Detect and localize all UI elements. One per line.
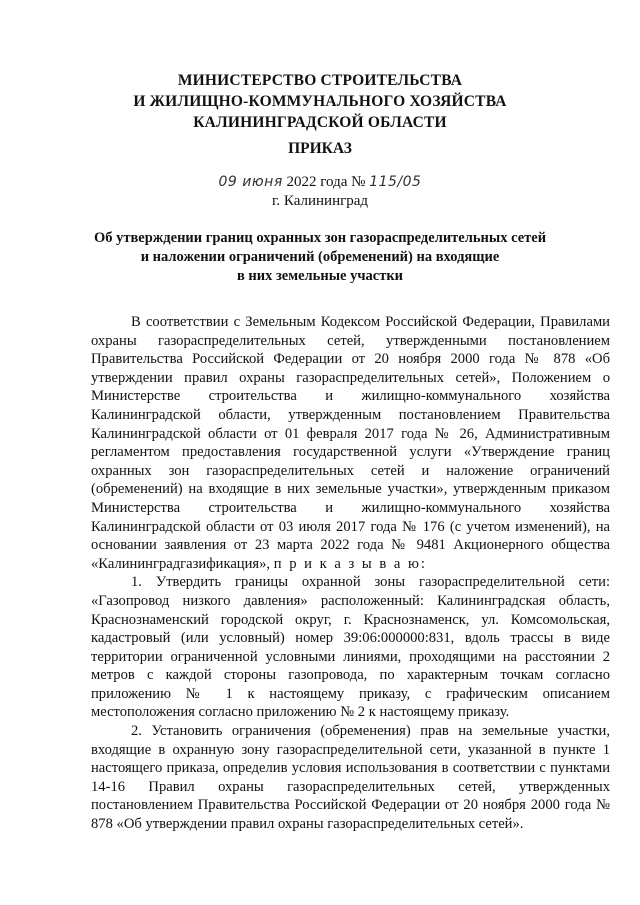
subject-line-2: и наложении ограничений (обременений) на входящие bbox=[140, 249, 500, 265]
order-date-line bbox=[0, 174, 640, 191]
item-1-paragraph: 1. Утвердить границы охранной зоны газораспределительной сети: «Газопровод низкого давления» расположенный: Калининградская область, Краснознаменский городской округ, г. Краснознаменск, ул. Комсомольская, кадастровый (или условный) номер 39:06:000000:831, вдоль трассы в виде территории ограниченной условными линиями, проходящими на расстоянии 2 метров с каждой стороны газопровода, по характерным точкам согласно приложению № 1 к настоящему приказу, с графическим описанием местоположения согласно приложению № 2 к настоящему приказу. bbox=[91, 574, 610, 721]
ministry-header-line-1: МИНИСТЕРСТВО СТРОИТЕЛЬСТВА bbox=[177, 72, 463, 89]
orders-word: п р и к а з ы в а ю: bbox=[273, 555, 427, 572]
subject-line-1: Об утверждении границ охранных зон газораспределительных сетей bbox=[93, 230, 547, 246]
ministry-header-line-3: КАЛИНИНГРАДСКОЙ ОБЛАСТИ bbox=[193, 114, 447, 131]
ministry-header-line-2: И ЖИЛИЩНО-КОММУНАЛЬНОГО ХОЗЯЙСТВА bbox=[133, 93, 507, 110]
order-body bbox=[91, 313, 610, 834]
intro-paragraph bbox=[91, 313, 610, 573]
ministry-header bbox=[0, 70, 640, 133]
item-2-paragraph: 2. Установить ограничения (обременения) прав на земельные участки, входящие в охранную зону газораспределительной сети, указанной в пункте 1 настоящего приказа, определив условия использования в соответствии с пунктами 14-16 Правил охраны газораспределительных сетей, утвержденных постановлением Правительства Российской Федерации от 20 ноября 2000 года № 878 «Об утверждении правил охраны газораспределительных сетей». bbox=[91, 723, 610, 833]
intro-text: В соответствии с Земельным Кодексом Российской Федерации, Правилами охраны газораспределительных сетей, утвержденными постановлением Правительства Российской Федерации от 20 ноября 2000 года № 878 «Об утверждении правил охраны газораспределительных сетей», Положением о Министерстве строительства и жилищно-коммунального хозяйства Калининградской области, утвержденным постановлением Правительства Калининградской области от 01 февраля 2017 года № 26, Административным регламентом предоставления государственной услуги «Утверждение границ охранных зон газораспределительных сетей и наложение ограничений (обременений) на входящие в них земельные участки», утвержденным приказом Министерства строительства и жилищно-коммунального хозяйства Калининградской области от 03 июля 2017 года № 176 (с учетом изменений), на основании заявления от 23 марта 2022 года № 9481 Акционерного общества «Калининградгазификация», bbox=[91, 314, 610, 572]
order-city: г. Калининград bbox=[271, 193, 369, 209]
order-subject bbox=[80, 229, 560, 286]
order-year-text: 2022 года № bbox=[286, 174, 366, 190]
subject-line-3: в них земельные участки bbox=[236, 268, 404, 284]
handwritten-date: 09 июня bbox=[218, 174, 283, 190]
order-title: ПРИКАЗ bbox=[288, 140, 352, 157]
handwritten-order-number: 115/05 bbox=[369, 174, 422, 190]
